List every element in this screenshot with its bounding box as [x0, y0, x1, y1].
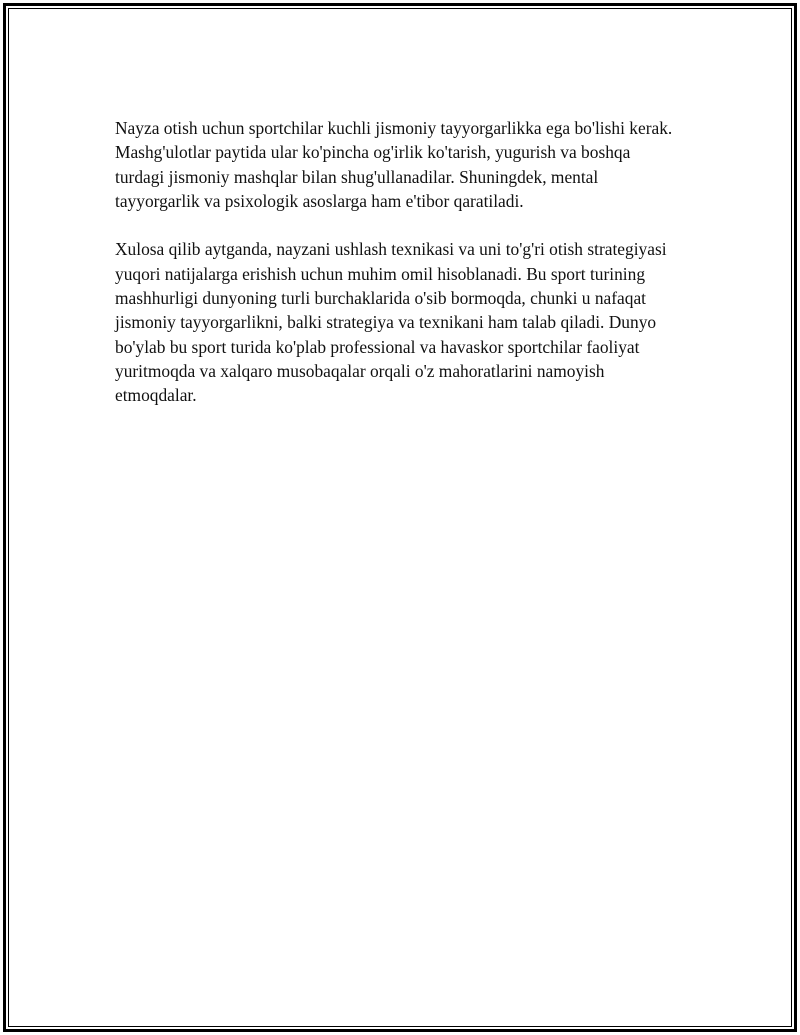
paragraph-physical-training: Nayza otish uchun sportchilar kuchli jismoniy tayyorgarlikka ega bo'lishi kerak. Mashg'ulotlar paytida ular ko'pincha og'irlik ko'tarish, yugurish va boshqa turdagi jismoniy mashqlar bilan shug'ullanadilar. Shuningdek, mental tayyorgarlik va psixologik asoslarga ham e'tibor qaratiladi.: [115, 118, 673, 211]
paragraph-conclusion: Xulosa qilib aytganda, nayzani ushlash texnikasi va uni to'g'ri otish strategiyasi yuqori natijalarga erishish uchun muhim omil hisoblanadi. Bu sport turining mashhurligi dunyoning turli burchaklarida o'sib bormoqda, chunki u nafaqat jismoniy tayyorgarlikni, balki strategiya va texnikani ham talab qiladi. Dunyo bo'ylab bu sport turida ko'plab professional va havaskor sportchilar faoliyat yuritmoqda va xalqaro musobaqalar orqali o'z mahoratlarini namoyish etmoqdalar.: [115, 239, 667, 406]
document-body: [115, 116, 675, 432]
